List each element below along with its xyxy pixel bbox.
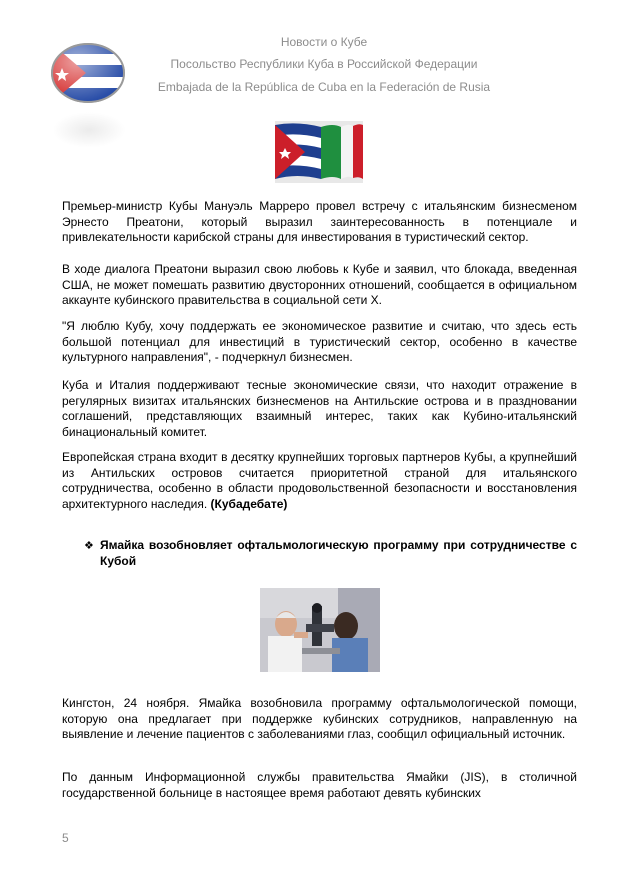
article1-paragraph-4: Куба и Италия поддерживают тесные экономические связи, что находит отражение в регулярных визитах итальянских бизнесменов на Антильские острова и в праздновании соглашений, представляющих взаимный интерес, таких как Кубино-итальянский бинациональный комитет. <box>62 378 577 439</box>
article2-headline: Ямайка возобновляет офтальмологическую программу при сотрудничестве с Кубой <box>100 538 577 568</box>
eye-exam-photo <box>260 588 380 672</box>
page-number: 5 <box>62 831 69 845</box>
bullet-diamond-icon: ❖ <box>84 540 94 552</box>
article2-paragraph-2: По данным Информационной службы правительства Ямайки (JIS), в столичной государственной больнице в настоящее время работают девять кубинских <box>62 770 577 800</box>
page-header <box>0 0 628 120</box>
cuba-italy-flags-image <box>275 121 363 183</box>
cuba-flag-logo-icon <box>50 42 126 104</box>
source-label: (Кубадебате) <box>210 496 288 511</box>
article2-paragraph-1: Кингстон, 24 ноября. Ямайка возобновила программу офтальмологической помощи, которую она предлагает при поддержке кубинских сотрудников, направленную на выявление и лечение пациентов с заболеваниями глаз, сообщил официальный источник. <box>62 696 577 741</box>
header-embassy-es: Embajada de la República de Cuba en la Federación de Rusia <box>157 80 491 94</box>
header-title: Новости о Кубе <box>280 35 368 49</box>
article1-paragraph-1: Премьер-министр Кубы Мануэль Марреро провел встречу с итальянским бизнесменом Эрнесто Преатони, который выразил заинтересованность в потенциале и привлекательности карибской страны для инвестирования в туристический сектор. <box>62 199 577 244</box>
logo-shadow <box>52 112 126 148</box>
article1-paragraph-2: В ходе диалога Преатони выразил свою любовь к Кубе и заявил, что блокада, введенная США, не может помешать развитию двусторонних отношений, сообщается в официальном аккаунте кубинского правительства в социальной сети Х. <box>62 262 577 307</box>
paragraph-5-text: Европейская страна входит в десятку крупнейших торговых партнеров Кубы, а крупнейший из Антильских островов считается приоритетной страной для итальянского сотрудничества, особенно в области продовольственной безопасности и восстановления архитектурного наследия. <box>62 450 577 511</box>
article1-paragraph-5 <box>62 450 577 512</box>
article1-paragraph-3: "Я люблю Кубу, хочу поддержать ее экономическое развитие и считаю, что здесь есть большой потенциал для инвестиций в туристический сектор, особенно в качестве культурного направления", - подчеркнул бизнесмен. <box>62 319 577 364</box>
header-embassy-ru: Посольство Республики Куба в Российской Федерации <box>170 57 478 71</box>
